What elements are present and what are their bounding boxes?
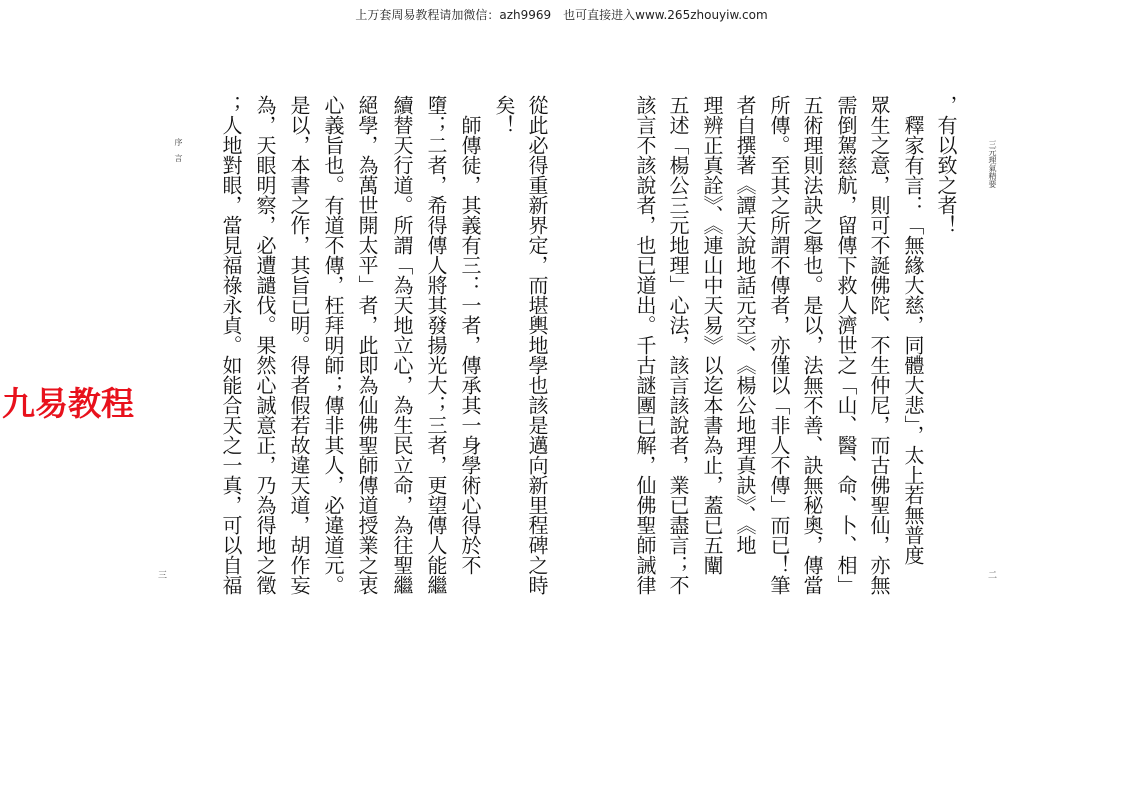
left-page-number: 三: [158, 571, 168, 581]
right-column-10: 該言不該說者，也已道出。千古謎團已解，仙佛聖師誡律: [633, 95, 657, 595]
promo-banner: 上万套周易教程请加微信：azh9969 也可直接进入www.265zhouyiw.com: [355, 8, 768, 22]
left-column-10: ；人地對眼，當見福祿永貞。如能合天之一真，可以自福: [219, 95, 243, 595]
right-column-1: ，有以致之者！: [934, 95, 958, 235]
left-column-4: 墮；二者，希得傳人將其發揚光大；三者，更望傳人能繼: [424, 95, 448, 595]
right-column-9: 五述「楊公三元地理」心法，該言該說者，業已盡言；不: [666, 95, 690, 595]
right-column-5: 五術理則法訣之舉也。是以，法無不善、訣無秘奧，傳當: [800, 95, 824, 595]
right-column-8: 理辨正真詮》、《連山中天易》以迄本書為止，蓋已五闡: [700, 95, 724, 575]
right-column-2: 釋家有言：「無緣大慈，同體大悲」，太上若無普度: [901, 95, 925, 565]
left-column-7: 心義旨也。有道不傳，枉拜明師；傳非其人，必違道元。: [321, 95, 345, 595]
left-running-title: 序 言: [174, 138, 183, 162]
left-column-8: 是以，本書之作，其旨已明。得者假若故違天道，胡作妄: [287, 95, 311, 595]
left-column-3: 師傳徒，其義有三：一者，傳承其一身學術心得於不: [458, 95, 482, 575]
right-running-title: 三元理氣精要: [988, 140, 997, 188]
left-column-2: 矣！: [492, 95, 516, 135]
right-column-7: 者自撰著《譚天說地話元空》、《楊公地理真訣》、《地: [733, 95, 757, 555]
left-column-5: 續替天行道。所謂「為天地立心，為生民立命，為往聖繼: [390, 95, 414, 595]
left-column-6: 絕學，為萬世開太平」者，此即為仙佛聖師傳道授業之衷: [355, 95, 379, 595]
right-column-6: 所傳。至其之所謂不傳者，亦僅以「非人不傳」而已！筆: [767, 95, 791, 595]
right-page-number: 二: [988, 571, 998, 581]
right-column-3: 眾生之意，則可不誕佛陀、不生仲尼，而古佛聖仙，亦無: [867, 95, 891, 595]
left-column-1: 從此必得重新界定，而堪輿地學也該是邁向新里程碑之時: [525, 95, 549, 595]
left-column-9: 為，天眼明察，必遭譴伐。果然心誠意正，乃為得地之徵: [253, 95, 277, 595]
right-column-4: 需倒駕慈航，留傳下救人濟世之「山、醫、命、卜、相」: [834, 95, 858, 595]
watermark-logo: 九易教程: [2, 384, 134, 423]
